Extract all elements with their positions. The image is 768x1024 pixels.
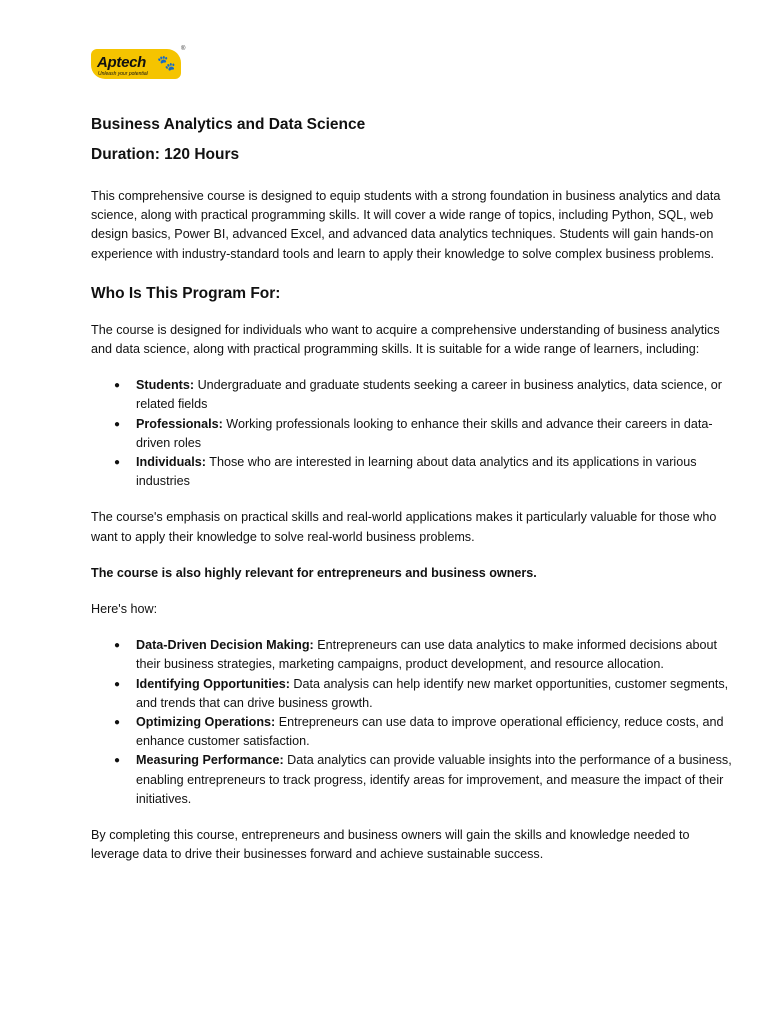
list-item-label: Data-Driven Decision Making:: [136, 638, 314, 653]
bullet-icon: ●: [114, 380, 121, 392]
course-title: Business Analytics and Data Science: [91, 116, 366, 133]
course-intro: This comprehensive course is designed to equip students with a strong foundation in business analytics and data science, along with practical programming skills. It will cover a wide range of topics, including Python, SQL, web design basics, Power BI, advanced Excel, and advanced data analytics techniques. Students will gain hands-on experience with industry-standard tools and learn to apply their knowledge to solve complex business problems.: [91, 189, 721, 261]
list-item: [91, 636, 741, 674]
entrepreneurs-heading: The course is also highly relevant for entrepreneurs and business owners.: [91, 565, 537, 580]
logo-tagline: Unleash your potential: [98, 71, 148, 77]
who-intro: The course is designed for individuals who want to acquire a comprehensive understanding of business analytics and data science, along with practical programming skills. It is suitable for a wide range of learners, including:: [91, 322, 720, 357]
logo-brand: Aptech: [97, 54, 147, 71]
bullet-icon: ●: [114, 678, 121, 690]
list-item-label: Identifying Opportunities:: [136, 676, 290, 691]
list-item-text: Data analytics can provide valuable insights into the performance of a business, enabling entrepreneurs to track progress, identify areas for improvement, and measure the impact of their initiatives.: [136, 753, 732, 806]
heres-how: Here's how:: [91, 602, 158, 617]
bullet-icon: ●: [114, 457, 121, 469]
learner-list: [91, 376, 741, 491]
document-content: [91, 115, 741, 864]
benefits-list: [91, 636, 741, 809]
bullet-icon: ●: [114, 717, 121, 729]
list-item: [91, 415, 741, 453]
list-item-label: Students:: [136, 378, 195, 393]
bullet-icon: ●: [114, 640, 121, 652]
list-item: [91, 453, 741, 491]
list-item-text: Entrepreneurs can use data to improve operational efficiency, reduce costs, and enhance customer satisfaction.: [136, 715, 724, 749]
bullet-icon: ●: [114, 418, 121, 430]
list-item: [91, 713, 741, 751]
list-item-text: Data analysis can help identify new market opportunities, customer segments, and trends that can drive business growth.: [136, 676, 729, 710]
list-item-label: Measuring Performance:: [136, 753, 284, 768]
closing-paragraph: By completing this course, entrepreneurs and business owners will gain the skills and knowledge needed to leverage data to drive their businesses forward and achieve sustainable success.: [91, 828, 690, 862]
list-item-label: Optimizing Operations:: [136, 715, 276, 730]
list-item-text: Working professionals looking to enhance their skills and advance their careers in data-driven roles: [136, 416, 713, 450]
list-item-label: Individuals:: [136, 455, 206, 470]
bullet-icon: ●: [114, 755, 121, 767]
emphasis-paragraph: The course's emphasis on practical skills and real-world applications makes it particularly valuable for those who want to apply their knowledge to solve real-world business problems.: [91, 510, 717, 544]
list-item-text: Undergraduate and graduate students seeking a career in business analytics, data science, or related fields: [136, 378, 722, 412]
list-item: [91, 675, 741, 713]
list-item-text: Entrepreneurs can use data analytics to make informed decisions about their business strategies, marketing campaigns, product development, and resource allocation.: [136, 638, 717, 672]
list-item: [91, 376, 741, 414]
course-duration: Duration: 120 Hours: [91, 146, 240, 163]
list-item-label: Professionals:: [136, 416, 223, 431]
who-heading: Who Is This Program For:: [91, 284, 281, 302]
paw-icon: 🐾: [157, 55, 176, 72]
registered-mark: ®: [181, 46, 186, 52]
list-item-text: Those who are interested in learning about data analytics and its applications in various industries: [136, 455, 697, 489]
list-item: [91, 751, 741, 809]
aptech-logo: [91, 46, 187, 85]
